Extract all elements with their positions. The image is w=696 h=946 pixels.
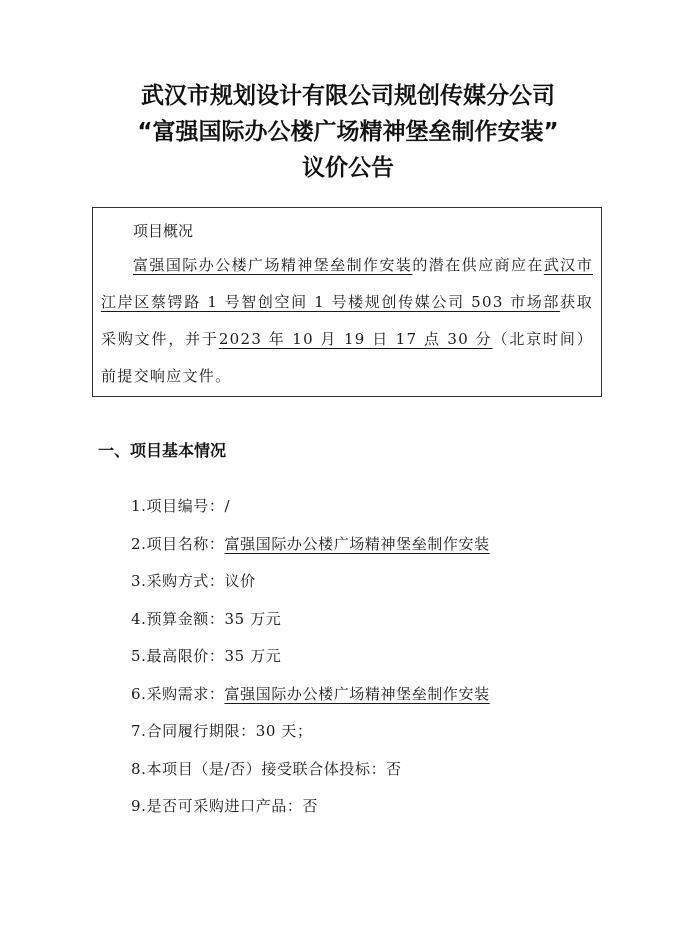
summary-text-part: （北京时间）前提交响应文件。 — [101, 330, 593, 385]
item-label: 8.本项目（是/否）接受联合体投标： — [131, 759, 387, 778]
item-label: 4.预算金额： — [131, 609, 225, 628]
project-info-list — [131, 495, 490, 833]
title-line-type: 议价公告 — [302, 155, 394, 181]
list-item — [131, 683, 490, 721]
title-line-company: 武汉市规划设计有限公司规创传媒分公司 — [141, 83, 555, 109]
list-item — [131, 495, 490, 533]
list-item — [131, 758, 490, 796]
summary-project-name: 富强国际办公楼广场精神堡垒制作安装 — [133, 256, 413, 274]
item-value: 富强国际办公楼广场精神堡垒制作安装 — [224, 534, 490, 553]
summary-deadline: 2023 年 10 月 19 日 17 点 30 分 — [218, 330, 493, 348]
summary-text — [101, 247, 593, 395]
item-label: 2.项目名称： — [131, 534, 225, 553]
summary-text-part: 获取采购文件，并于 — [101, 293, 593, 348]
item-label: 5.最高限价： — [131, 647, 225, 665]
announcement-title — [0, 78, 696, 186]
section-heading-basic-info: 一、项目基本情况 — [98, 441, 227, 460]
item-value: 富强国际办公楼广场精神堡垒制作安装 — [224, 684, 490, 703]
item-value: 35 万元 — [224, 647, 282, 665]
item-label: 6.采购需求： — [131, 684, 225, 703]
list-item — [131, 533, 490, 571]
item-value: 否 — [386, 759, 402, 778]
list-item — [131, 720, 490, 758]
item-value: 否 — [302, 797, 319, 815]
summary-text-part: 的潜在供应商应在 — [412, 256, 544, 274]
item-value: / — [224, 497, 231, 515]
title-line-project: “富强国际办公楼广场精神堡垒制作安装” — [137, 119, 559, 145]
item-label: 7.合同履行期限： — [131, 722, 256, 740]
summary-heading: 项目概况 — [133, 222, 194, 240]
item-value: 30 天； — [255, 722, 313, 740]
item-value: 35 万元 — [224, 609, 282, 628]
summary-address: 武汉市江岸区蔡锷路 1 号智创空间 1 号楼规创传媒公司 503 市场部 — [101, 256, 593, 311]
list-item — [131, 608, 490, 646]
item-label: 3.采购方式： — [131, 572, 225, 590]
list-item — [131, 645, 490, 683]
item-value: 议价 — [224, 572, 256, 590]
item-label: 1.项目编号： — [131, 497, 225, 515]
list-item — [131, 570, 490, 608]
project-summary-box — [92, 207, 602, 397]
list-item — [131, 795, 490, 833]
item-label: 9.是否可采购进口产品： — [131, 797, 303, 815]
